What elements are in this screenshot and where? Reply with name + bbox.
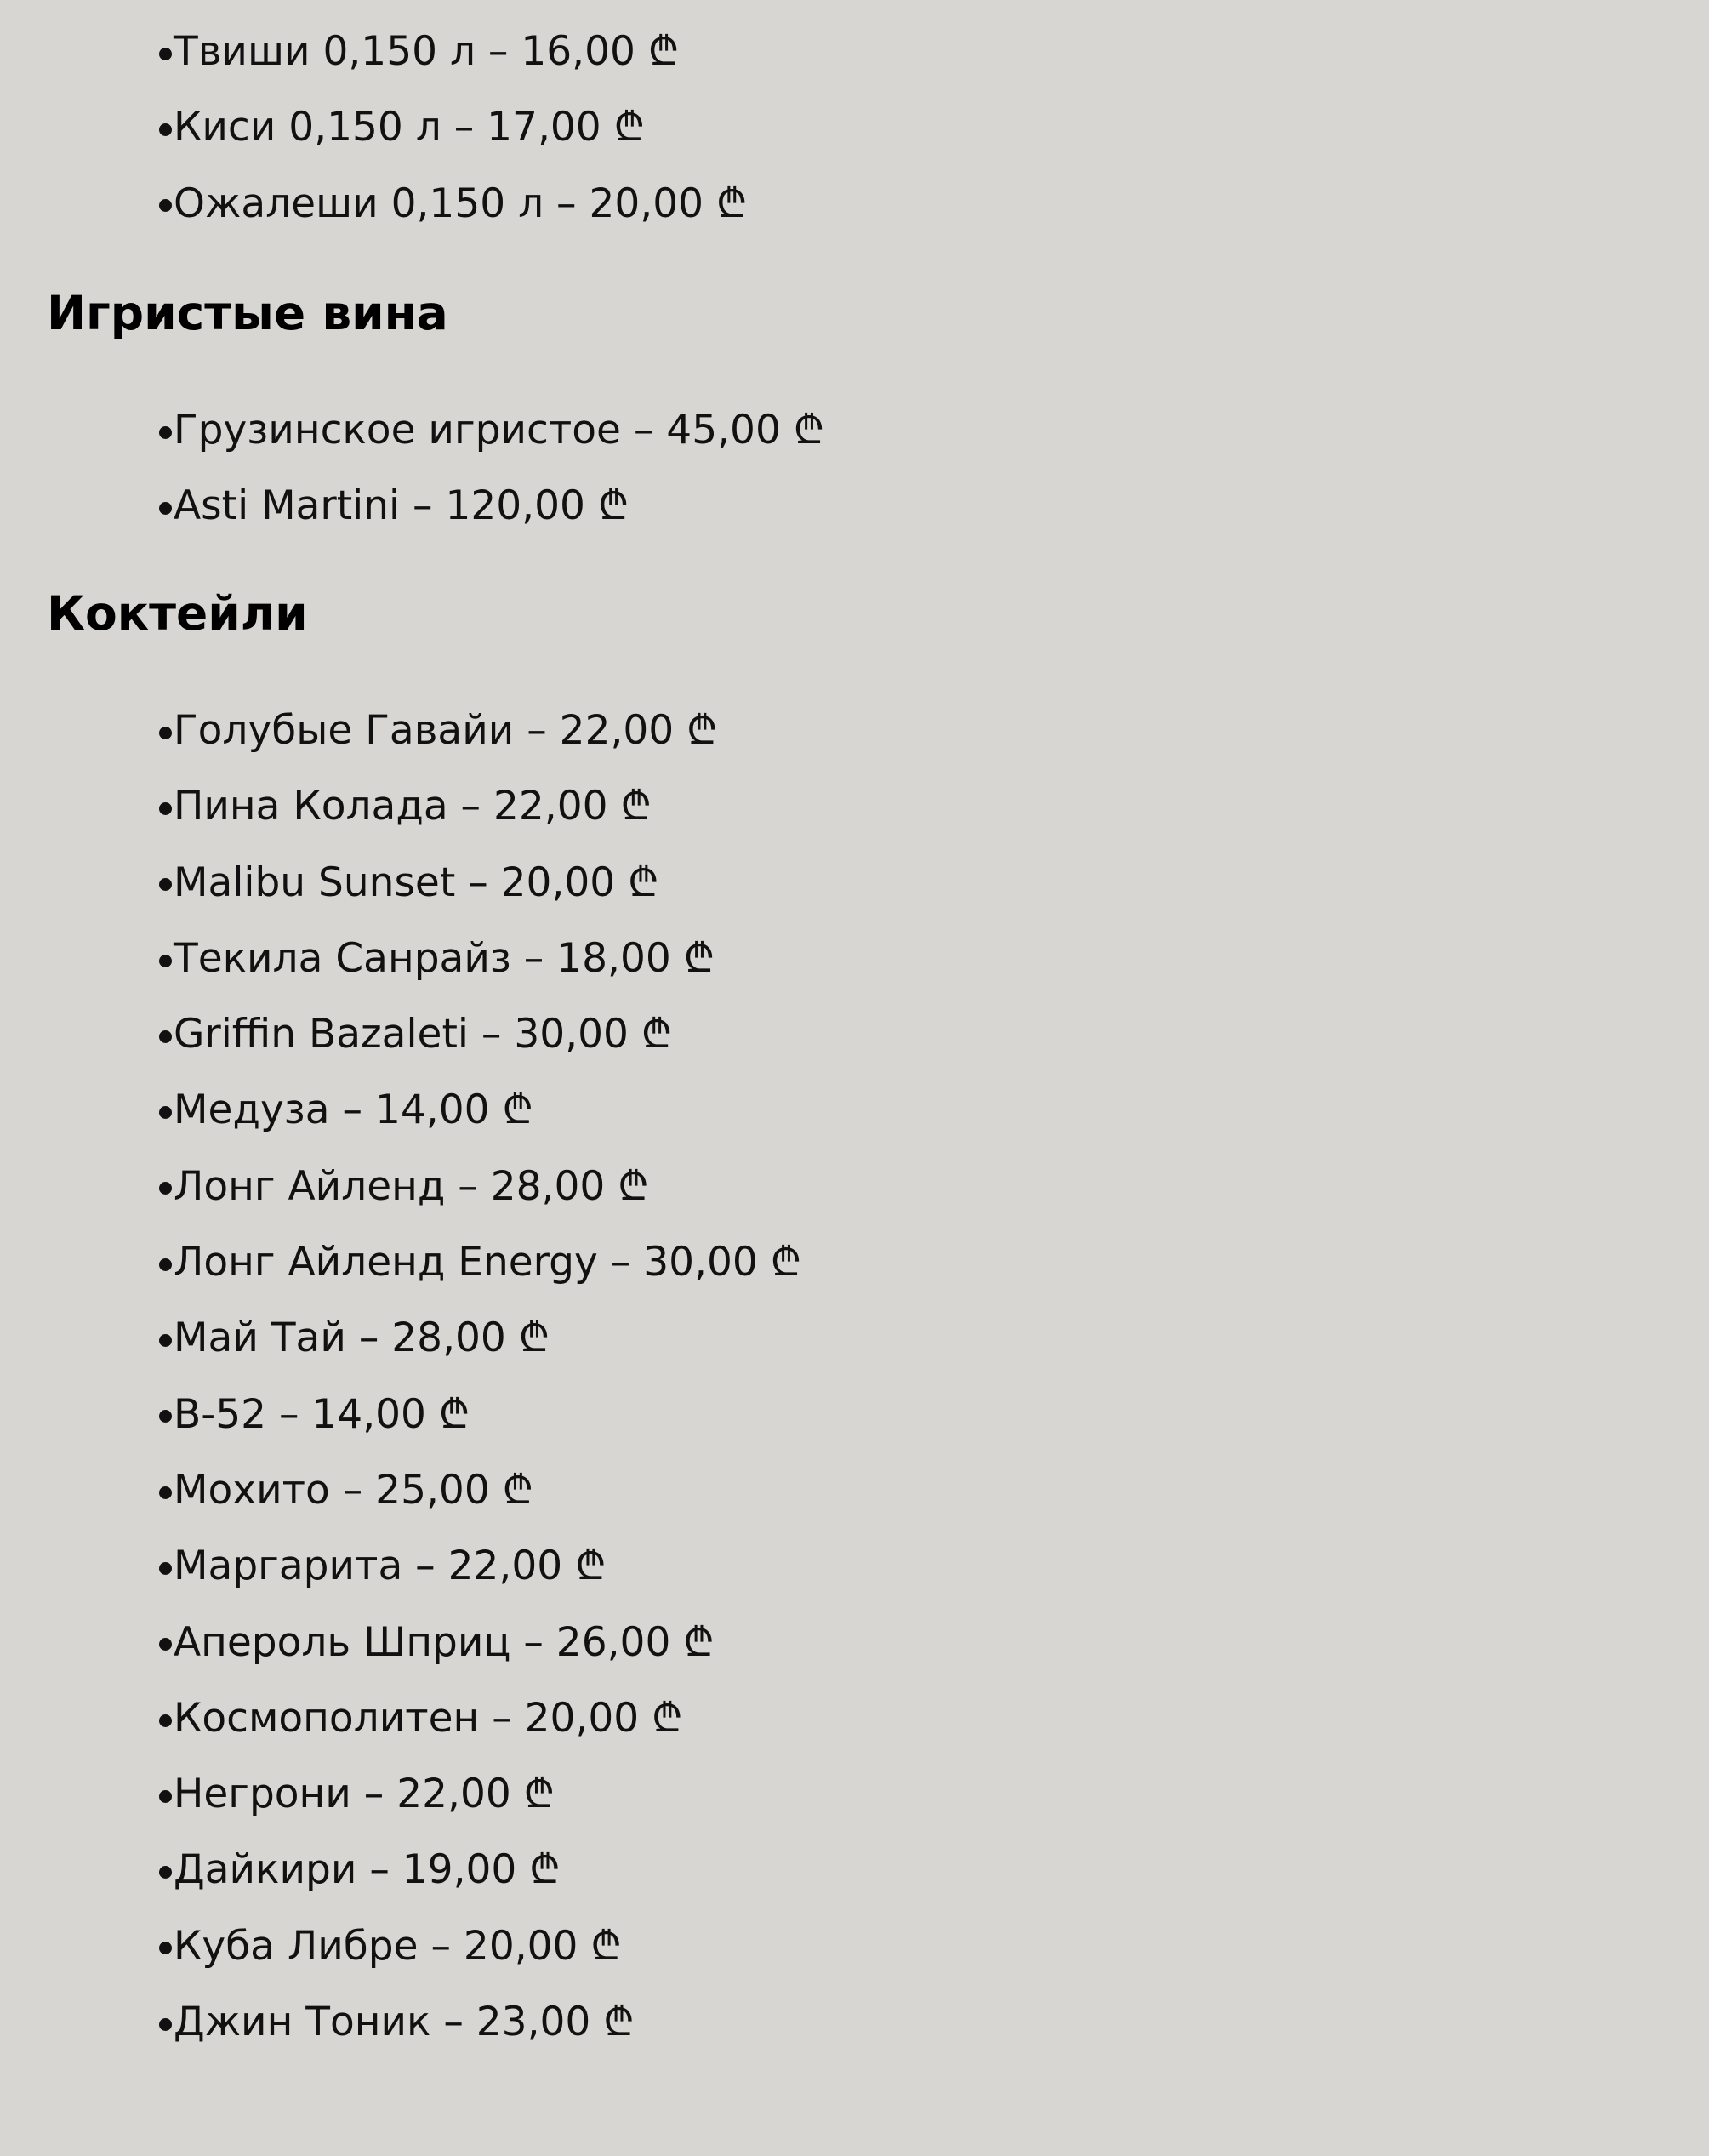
- list-item-text: Твиши 0,150 л – 16,00 ₾: [174, 28, 680, 75]
- list-item-text: Маргарита – 22,00 ₾: [174, 1543, 607, 1590]
- list-item-text: Космополитен – 20,00 ₾: [174, 1694, 683, 1742]
- list-item: [48, 1377, 1709, 1452]
- bullet-icon: [159, 123, 172, 136]
- list-item-text: Куба Либре – 20,00 ₾: [174, 1922, 622, 1970]
- list-item-text: Asti Martini – 120,00 ₾: [174, 482, 629, 530]
- list-item-text: Ожалеши 0,150 л – 20,00 ₾: [174, 180, 748, 227]
- list-item-text: Мохито – 25,00 ₾: [174, 1466, 533, 1514]
- section-heading-cocktails: Коктейли: [47, 586, 308, 641]
- bullet-icon: [159, 1562, 172, 1575]
- list-item-text: Пина Колада – 22,00 ₾: [174, 783, 652, 830]
- list-item: [48, 1680, 1709, 1756]
- list-item: [48, 1528, 1709, 1604]
- list-item: [48, 89, 1709, 165]
- list-item-text: Май Тай – 28,00 ₾: [174, 1315, 550, 1362]
- list-item-text: Джин Тоник – 23,00 ₾: [174, 1999, 635, 2046]
- bullet-icon: [159, 1182, 172, 1195]
- list-item-text: Медуза – 14,00 ₾: [174, 1087, 533, 1134]
- bullet-icon: [159, 199, 172, 212]
- list-item: [48, 1452, 1709, 1528]
- list-item-text: Апероль Шприц – 26,00 ₾: [174, 1618, 715, 1666]
- sparkling-list: [48, 392, 1709, 545]
- wine-list: [48, 14, 1709, 242]
- bullet-icon: [159, 1334, 172, 1347]
- list-item: [48, 392, 1709, 468]
- list-item: [48, 468, 1709, 544]
- section-heading-sparkling-wines: Игристые вина: [47, 286, 448, 340]
- list-item-text: Лонг Айленд – 28,00 ₾: [174, 1162, 649, 1210]
- list-item-text: Грузинское игристое – 45,00 ₾: [174, 407, 825, 453]
- bullet-icon: [159, 1030, 172, 1043]
- bullet-icon: [159, 426, 172, 439]
- list-item: [48, 1149, 1709, 1224]
- bullet-icon: [159, 1410, 172, 1423]
- list-item: [48, 1224, 1709, 1300]
- bullet-icon: [159, 1638, 172, 1651]
- list-item: [48, 1832, 1709, 1908]
- sparkling-section: [48, 392, 1709, 545]
- list-item-text: Текила Санрайз – 18,00 ₾: [174, 934, 715, 982]
- bullet-icon: [159, 502, 172, 515]
- list-item-text: Malibu Sunset – 20,00 ₾: [174, 858, 659, 906]
- bullet-icon: [159, 1714, 172, 1727]
- bullet-icon: [159, 1790, 172, 1803]
- bullet-icon: [159, 1486, 172, 1499]
- cocktails-list: [48, 693, 1709, 2060]
- list-item-text: Griffin Bazaleti – 30,00 ₾: [174, 1011, 673, 1058]
- list-item: [48, 14, 1709, 89]
- bullet-icon: [159, 1258, 172, 1271]
- list-item: [48, 921, 1709, 996]
- list-item-text: B-52 – 14,00 ₾: [174, 1390, 470, 1438]
- bullet-icon: [159, 48, 172, 60]
- bullet-icon: [159, 1866, 172, 1879]
- list-item: [48, 1072, 1709, 1148]
- cocktails-section: [48, 693, 1709, 2060]
- list-item: [48, 166, 1709, 242]
- bullet-icon: [159, 802, 172, 815]
- wine-section: [48, 14, 1709, 242]
- bullet-icon: [159, 2018, 172, 2031]
- bullet-icon: [159, 1942, 172, 1954]
- list-item-text: Голубые Гавайи – 22,00 ₾: [174, 707, 718, 754]
- bullet-icon: [159, 1106, 172, 1119]
- bullet-icon: [159, 955, 172, 967]
- bullet-icon: [159, 878, 172, 891]
- list-item-text: Лонг Айленд Energy – 30,00 ₾: [174, 1239, 801, 1286]
- list-item-text: Киси 0,150 л – 17,00 ₾: [174, 104, 645, 151]
- list-item: [48, 768, 1709, 844]
- list-item: [48, 1756, 1709, 1832]
- list-item: [48, 1300, 1709, 1376]
- list-item: [48, 1908, 1709, 1984]
- list-item-text: Негрони – 22,00 ₾: [174, 1771, 555, 1818]
- bullet-icon: [159, 727, 172, 739]
- list-item-text: Дайкири – 19,00 ₾: [174, 1846, 561, 1894]
- list-item: [48, 693, 1709, 768]
- list-item: [48, 845, 1709, 921]
- list-item: [48, 1605, 1709, 1680]
- list-item: [48, 1984, 1709, 2060]
- list-item: [48, 996, 1709, 1072]
